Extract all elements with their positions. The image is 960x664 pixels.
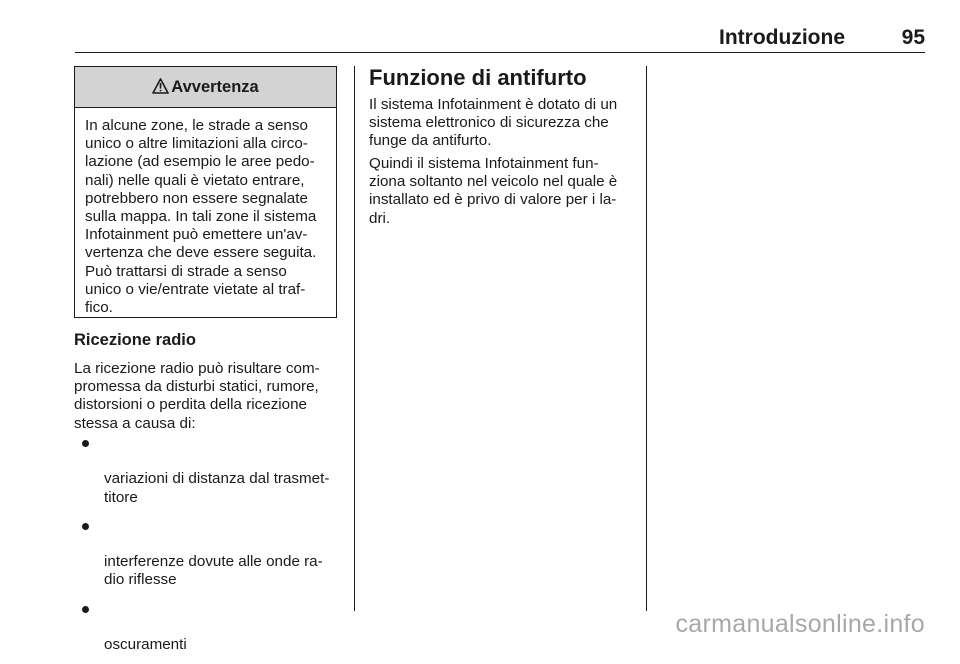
warning-text: In alcune zone, le strade a senso unico o altre limitazioni alla circo- lazione (ad esempio le aree pedo- nali) nelle quali è vietato entrare, potrebbero non essere segnalate sulla mappa. In tali zone il sistema Infotainment può emettere un'av- vertenza che deve essere seguita. Può trattarsi di strade a senso unico o vie/entrate vietate al traf- fico. — [85, 117, 317, 317]
list-item-text: interferenze dovute alle onde ra- dio riflesse — [104, 553, 323, 589]
warning-box — [74, 66, 337, 318]
bullet-icon — [82, 606, 89, 613]
header-section-title: Introduzione — [719, 26, 845, 49]
antitheft-paragraph-2: Quindi il sistema Infotainment fun- ziona soltanto nel veicolo nel quale è installato ed è privo di valore per i la- dri. — [369, 155, 618, 227]
list-item — [74, 434, 354, 507]
list-item — [74, 517, 354, 590]
list-item-text: variazioni di distanza dal trasmet- titore — [104, 470, 330, 506]
radio-reception-heading: Ricezione radio — [74, 331, 196, 349]
radio-reception-paragraph: La ricezione radio può risultare com- promessa da disturbi statici, rumore, distorsioni o perdita della ricezione stessa a causa di: — [74, 360, 320, 432]
list-item-text: oscuramenti — [104, 636, 187, 654]
bullet-icon — [82, 523, 89, 530]
warning-title: Avvertenza — [171, 77, 259, 96]
watermark: carmanualsonline.info — [675, 610, 925, 638]
antitheft-heading: Funzione di antifurto — [369, 65, 587, 90]
page-header — [75, 26, 925, 50]
warning-header — [75, 67, 336, 108]
list-item — [74, 600, 354, 655]
radio-causes-list — [74, 434, 354, 664]
column-divider-left — [354, 66, 355, 611]
page-number: 95 — [901, 26, 925, 49]
column-divider-right — [646, 66, 647, 611]
header-rule — [75, 52, 925, 53]
bullet-icon — [82, 440, 89, 447]
antitheft-paragraph-1: Il sistema Infotainment è dotato di un sistema elettronico di sicurezza che funge da antifurto. — [369, 96, 618, 150]
warning-triangle-icon — [152, 78, 169, 94]
